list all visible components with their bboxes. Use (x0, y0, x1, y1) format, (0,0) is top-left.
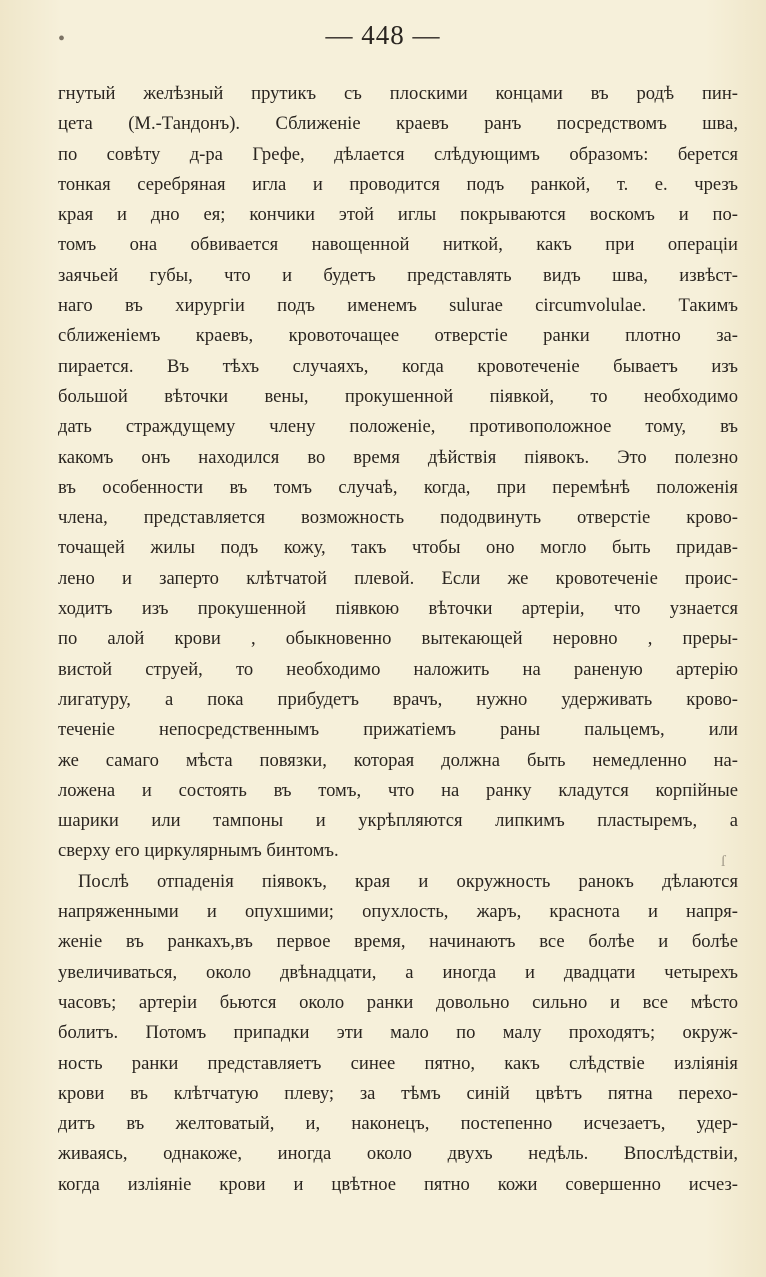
text-line: ность ранки представляетъ синее пятно, какъ слѣдствiе излiянiя (58, 1052, 738, 1074)
text-line: же самаго мѣста повязки, которая должна быть немедленно на- (58, 749, 738, 771)
text-line: гнутый желѣзный прутикъ съ плоскими концами въ родѣ пин- (58, 83, 738, 104)
text-line: болитъ. Потомъ припадки эти мало по малу проходятъ; окруж- (58, 1022, 738, 1044)
text-line: теченiе непосредственнымъ прижатiемъ раны пальцемъ, или (58, 719, 738, 741)
text-line: вистой струей, то необходимо наложить на раненую артерiю (58, 658, 738, 680)
text-line: женiе въ ранкахъ,въ первое время, начинаютъ все болѣе и болѣе (58, 931, 738, 953)
text-line: тонкая серебряная игла и проводится подъ ранкой, т. е. чрезъ (58, 173, 738, 195)
text-line: сближенiемъ краевъ, кровоточащее отверстiе ранки плотно за- (58, 325, 738, 347)
text-line: по совѣту д-ра Грефе, дѣлается слѣдующимъ образомъ: берется (58, 143, 738, 165)
page-number: — 448 — (325, 20, 441, 50)
text-line: пирается. Въ тѣхъ случаяхъ, когда кровотеченiе бываетъ изъ (58, 355, 738, 377)
paragraph-start-line: Послѣ отпаденiя пiявокъ, края и окружность ранокъ дѣлаются (78, 870, 738, 892)
text-line: какомъ онъ находился во время дѣйствiя пiявокъ. Это полезно (58, 446, 738, 468)
text-line: цета (М.-Тандонъ). Сближенiе краевъ ранъ посредствомъ шва, (58, 113, 738, 135)
text-line: ложена и состоять въ томъ, что на ранку кладутся корпiйные (58, 779, 738, 801)
text-line: томъ она обвивается навощенной ниткой, какъ при операцiи (58, 234, 738, 256)
text-line: шарики или тампоны и укрѣпляются липкимъ пластыремъ, а (58, 810, 738, 832)
text-line: дать страждущему члену положенiе, противоположное тому, въ (58, 416, 738, 438)
text-line: лено и заперто клѣтчатой плевой. Если же кровотеченiе проис- (58, 567, 738, 589)
text-line: крови въ клѣтчатую плеву; за тѣмъ синiй цвѣтъ пятна перехо- (58, 1082, 738, 1104)
text-line: живаясь, однакоже, иногда около двухъ недѣль. Впослѣдствiи, (58, 1143, 738, 1165)
text-line: увеличиваться, около двѣнадцати, а иногда и двадцати четырехъ (58, 961, 738, 983)
text-line: члена, представляется возможность пододвинуть отверстiе крово- (58, 507, 738, 529)
text-line: напряженными и опухшими; опухлость, жаръ, краснота и напря- (58, 901, 738, 923)
margin-dot: • (58, 28, 66, 50)
text-line: по алой крови , обыкновенно вытекающей неровно , преры- (58, 628, 738, 650)
text-line: когда излiянiе крови и цвѣтное пятно кожи совершенно исчез- (58, 1173, 738, 1195)
text-line: точащей жилы подъ кожу, такъ чтобы оно могло быть придав- (58, 537, 738, 559)
text-line: часовъ; артерiи бьются около ранки довольно сильно и все мѣсто (58, 991, 738, 1013)
text-line: края и дно ея; кончики этой иглы покрываются воскомъ и по- (58, 204, 738, 226)
text-line: заячьей губы, что и будетъ представлять видъ шва, извѣст- (58, 264, 738, 286)
body-text (58, 79, 738, 1200)
margin-mark: ſ (721, 853, 726, 870)
text-line: дитъ въ желтоватый, и, наконецъ, постепенно исчезаетъ, удер- (58, 1113, 738, 1135)
text-line: большой вѣточки вены, прокушенной пiявкой, то необходимо (58, 385, 738, 407)
text-line: въ особенности въ томъ случаѣ, когда, при перемѣнѣ положенiя (58, 476, 738, 498)
text-line: наго въ хирургiи подъ именемъ sulurae circumvolulae. Такимъ (58, 295, 738, 317)
text-line: лигатуру, а пока прибудетъ врачъ, нужно удерживать крово- (58, 688, 738, 710)
paragraph-end-line: сверху его циркулярнымъ бинтомъ. (58, 840, 339, 862)
text-line: ходитъ изъ прокушенной пiявкою вѣточки артерiи, что узнается (58, 598, 738, 620)
